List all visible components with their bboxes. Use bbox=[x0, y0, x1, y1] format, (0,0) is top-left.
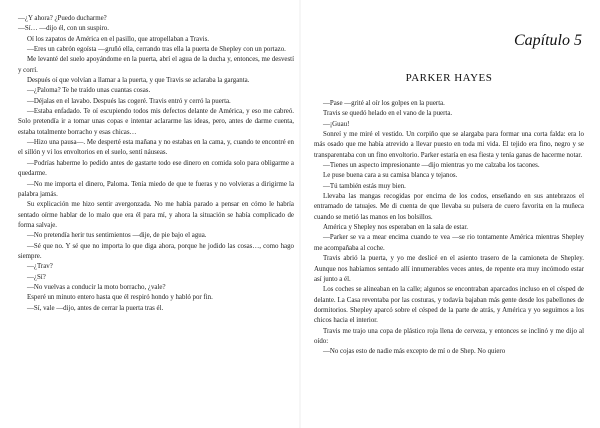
paragraph: Me levanté del suelo apoyándome en la puerta, abrí el agua de la ducha y, entonces, me desvestí y corrí. bbox=[18, 56, 294, 74]
chapter-number: Capítulo 5 bbox=[513, 32, 582, 49]
paragraph: Travis se quedó helado en el vano de la puerta. bbox=[323, 110, 453, 118]
paragraph: —Tienes un aspecto impresionante —dijo mientras yo me calzaba los tacones. bbox=[323, 162, 540, 170]
paragraph: Le puse buena cara a su camisa blanca y tejanos. bbox=[323, 172, 458, 180]
paragraph: Travis me trajo una copa de plástico roja llena de cerveza, y entonces se inclinó y me dijo al oído: bbox=[314, 327, 584, 345]
paragraph: —Pase —grité al oír los golpes en la puerta. bbox=[323, 100, 445, 107]
paragraph: Su explicación me hizo sentir avergonzada. No me había parado a pensar en cómo le habría sentado oírme hablar de lo malo que era él para mí, y ahora la situación se había complicado de forma salvaje. bbox=[18, 201, 294, 229]
paragraph: —Sí, vale —dijo, antes de cerrar la puerta tras él. bbox=[27, 304, 164, 312]
paragraph: —¿Trav? bbox=[27, 263, 53, 271]
paragraph: —Sí… —dijo él, con un suspiro. bbox=[18, 25, 109, 33]
paragraph: —¡Guau! bbox=[323, 120, 350, 128]
paragraph: —¿Y ahora? ¿Puedo ducharme? bbox=[18, 15, 107, 22]
paragraph: Después oí que volvían a llamar a la puerta, y que Travis se aclaraba la garganta. bbox=[27, 77, 250, 85]
paragraph: América y Shepley nos esperaban en la sala de estar. bbox=[323, 224, 469, 232]
paragraph: —Parker se va a mear encima cuando te vea —se rio tontamente América mientras Shepley me acompañaba al coche. bbox=[314, 234, 584, 252]
paragraph: Travis abrió la puerta, y yo me deslicé en el asiento trasero de la camioneta de Shepley. Aunque nos habíamos sentado allí innumerables veces antes, de repente era muy incómodo estar así junto a él. bbox=[314, 255, 584, 283]
paragraph: —Sé que no. Y sé que no importa lo que diga ahora, porque he jodido las cosas…, como hago siempre. bbox=[18, 242, 294, 260]
chapter-title: PARKER HAYES bbox=[405, 72, 493, 84]
paragraph: Los coches se alineaban en la calle; algunos se encontraban aparcados incluso en el césped de delante. La Casa reventaba por las costuras, y todavía bajaban más gente desde los pabellones de dormitorios. Shepley aparcó sobre el césped de la parte de atrás, y América y yo seguimos a los chicos hacia el interior. bbox=[314, 286, 584, 325]
paragraph: —No cojas esto de nadie más excepto de mí o de Shep. No quiero bbox=[323, 348, 506, 356]
paragraph: Esperé un minuto entero hasta que él respiró hondo y habló por fin. bbox=[27, 294, 213, 302]
paragraph: —Podrías haberme lo pedido antes de gastarte todo ese dinero en comida solo para obligarme a quedarme. bbox=[18, 159, 294, 178]
paragraph: —No me importa el dinero, Paloma. Tenía miedo de que te fueras y no volvieras a dirigirme la palabra jamás. bbox=[18, 180, 294, 198]
paragraph: —No pretendía herir tus sentimientos —dije, de pie bajo el agua. bbox=[27, 232, 207, 240]
paragraph: —Eres un cabrón egoísta —gruñó ella, cerrando tras ella la puerta de Shepley con un portazo. bbox=[27, 46, 286, 54]
paragraph: —Estaba enfadado. Te oí escupiendo todos mis defectos delante de América, y eso me cabreó. Solo pretendía ir a tomar unas copas e intentar aclararme las ideas, pero, antes de darme cuenta, estaba totalmente borracho y esas chicas… bbox=[18, 108, 294, 136]
paragraph: —¿Sí? bbox=[27, 273, 46, 281]
paragraph: —¿Paloma? Te he traído unas cuantas cosas. bbox=[27, 87, 151, 95]
paragraph: Llevaba las mangas recogidas por encima de los codos, enseñando en sus antebrazos el entramado de tatuajes. Me di cuenta de que llevaba su pulsera de cuero favorita en la muñeca cuando se metió las manos en los bolsillos. bbox=[314, 193, 584, 221]
paragraph: —No vuelvas a conducir la moto borracho, ¿vale? bbox=[27, 283, 166, 291]
paragraph: —Tú también estás muy bien. bbox=[323, 182, 406, 190]
paragraph: Oí los zapatos de América en el pasillo, que atropellaban a Travis. bbox=[27, 35, 209, 43]
paragraph: —Hizo una pausa—. Me desperté esta mañana y no estabas en la cama, y, cuando te encontré en el sillón y vi los envoltorios en el suelo, sentí náuseas. bbox=[18, 139, 294, 157]
paragraph: —Déjalas en el lavabo. Después las cogeré. Travis entró y cerró la puerta. bbox=[27, 97, 231, 105]
paragraph: Sonreí y me miré el vestido. Un corpiño que se alargaba para formar una corta falda: era lo más osado que me había atrevido a llevar puesto en toda mi vida. El tejido era fino, negro y se transparentaba con un fino envoltorio. Parker estaría en esa fiesta y tenía ganas de hacerme notar. bbox=[314, 131, 584, 159]
right-page bbox=[300, 0, 600, 428]
